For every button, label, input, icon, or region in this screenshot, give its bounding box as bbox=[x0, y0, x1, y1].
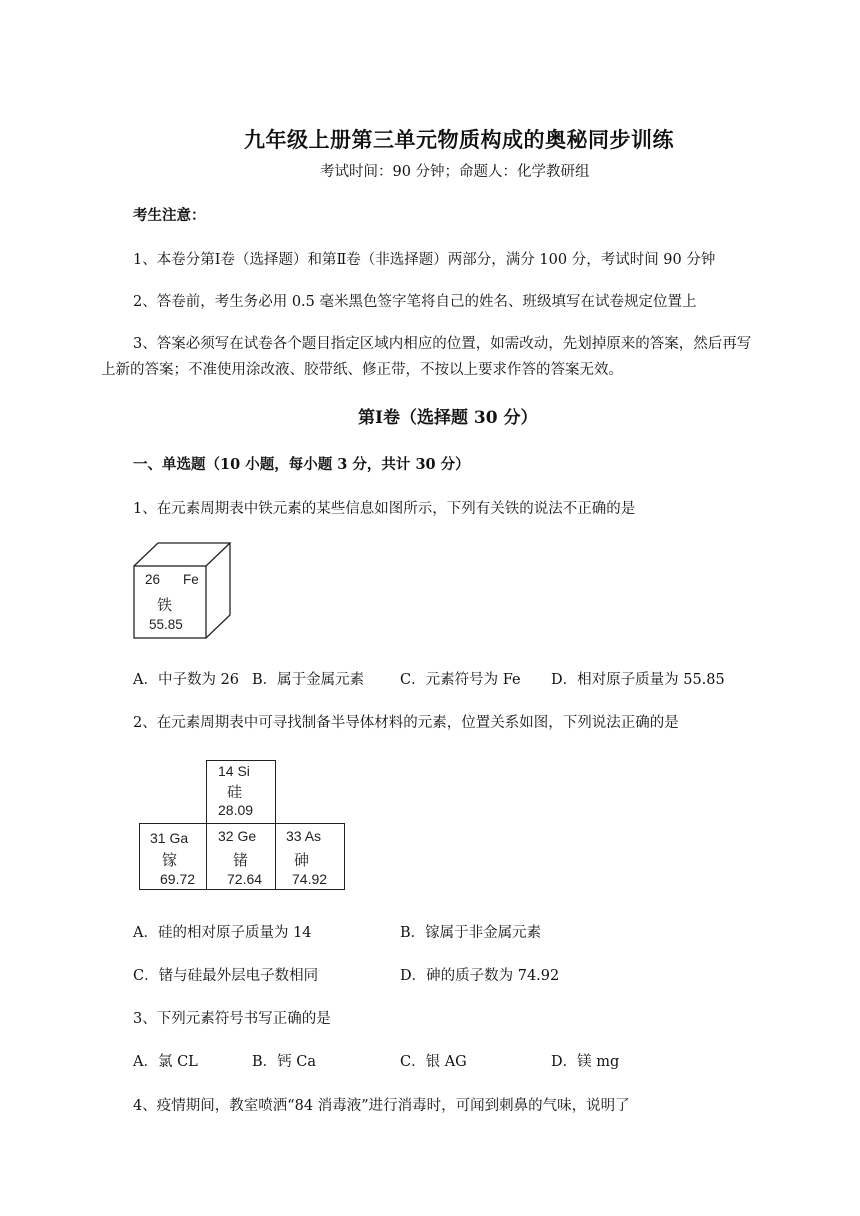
iron-atomic-mass: 55.85 bbox=[149, 617, 183, 632]
element-label: 33 As bbox=[286, 828, 322, 844]
page-subtitle: 考试时间：90 分钟；命题人：化学教研组 bbox=[320, 164, 590, 180]
element-mass: 72.64 bbox=[227, 871, 263, 887]
element-cell-as bbox=[275, 823, 345, 890]
question-1-option-b: B．属于金属元素 bbox=[252, 672, 365, 688]
question-3-stem: 3、下列元素符号书写正确的是 bbox=[133, 1011, 331, 1027]
element-name: 镓 bbox=[162, 852, 178, 869]
question-2-option-b: B．镓属于非金属元素 bbox=[400, 925, 542, 941]
notice-heading: 考生注意： bbox=[133, 207, 206, 224]
element-label: 32 Ge bbox=[218, 828, 257, 844]
question-1-option-c: C．元素符号为 Fe bbox=[400, 672, 521, 688]
element-name: 砷 bbox=[294, 852, 310, 869]
question-4-stem: 4、疫情期间，教室喷洒“84 消毒液”进行消毒时，可闻到刺鼻的气味，说明了 bbox=[133, 1098, 630, 1114]
element-mass: 69.72 bbox=[160, 871, 196, 887]
element-name: 硅 bbox=[227, 784, 243, 801]
notice-item-2: 2、答卷前，考生务必用 0.5 毫米黑色签字笔将自己的姓名、班级填写在试卷规定位置上 bbox=[133, 294, 697, 310]
question-2-option-d: D．砷的质子数为 74.92 bbox=[400, 968, 560, 984]
question-2-option-a: A．硅的相对原子质量为 14 bbox=[133, 925, 312, 941]
element-label: 31 Ga bbox=[150, 830, 189, 846]
iron-name: 铁 bbox=[157, 597, 173, 614]
notice-item-1: 1、本卷分第Ⅰ卷（选择题）和第Ⅱ卷（非选择题）两部分，满分 100 分，考试时间 90 分钟 bbox=[133, 252, 716, 268]
element-name: 锗 bbox=[233, 852, 249, 869]
question-3-option-c: C．银 AG bbox=[400, 1054, 467, 1070]
iron-symbol: Fe bbox=[183, 572, 199, 587]
iron-atomic-number: 26 bbox=[145, 572, 161, 587]
iron-element-cube-figure bbox=[133, 542, 233, 642]
section-title: 第Ⅰ卷（选择题 30 分） bbox=[358, 408, 538, 428]
notice-item-3: 3、答案必须写在试卷各个题目指定区域内相应的位置，如需改动，先划掉原来的答案，然后再写 bbox=[133, 336, 752, 352]
element-mass: 74.92 bbox=[292, 871, 328, 887]
question-3-option-b: B．钙 Ca bbox=[252, 1054, 317, 1070]
element-label: 14 Si bbox=[218, 763, 250, 779]
part-heading: 一、单选题（10 小题，每小题 3 分，共计 30 分） bbox=[133, 456, 470, 473]
question-3-option-d: D．镁 mg bbox=[551, 1054, 620, 1070]
element-mass: 28.09 bbox=[218, 802, 254, 818]
question-3-option-a: A．氯 CL bbox=[133, 1054, 198, 1070]
question-2-option-c: C．锗与硅最外层电子数相同 bbox=[133, 968, 319, 984]
element-cell-ga bbox=[139, 823, 207, 890]
question-1-option-d: D．相对原子质量为 55.85 bbox=[551, 672, 725, 688]
question-1-stem: 1、在元素周期表中铁元素的某些信息如图所示，下列有关铁的说法不正确的是 bbox=[133, 501, 636, 517]
page-title: 九年级上册第三单元物质构成的奥秘同步训练 bbox=[244, 127, 674, 152]
question-2-stem: 2、在元素周期表中可寻找制备半导体材料的元素，位置关系如图，下列说法正确的是 bbox=[133, 715, 679, 731]
cube-outline bbox=[133, 542, 233, 642]
notice-item-3-continued: 上新的答案；不准使用涂改液、胶带纸、修正带，不按以上要求作答的答案无效。 bbox=[101, 362, 623, 378]
element-cell-ge bbox=[206, 823, 276, 890]
question-1-option-a: A．中子数为 26 bbox=[133, 672, 240, 688]
element-cell-si bbox=[206, 760, 276, 824]
